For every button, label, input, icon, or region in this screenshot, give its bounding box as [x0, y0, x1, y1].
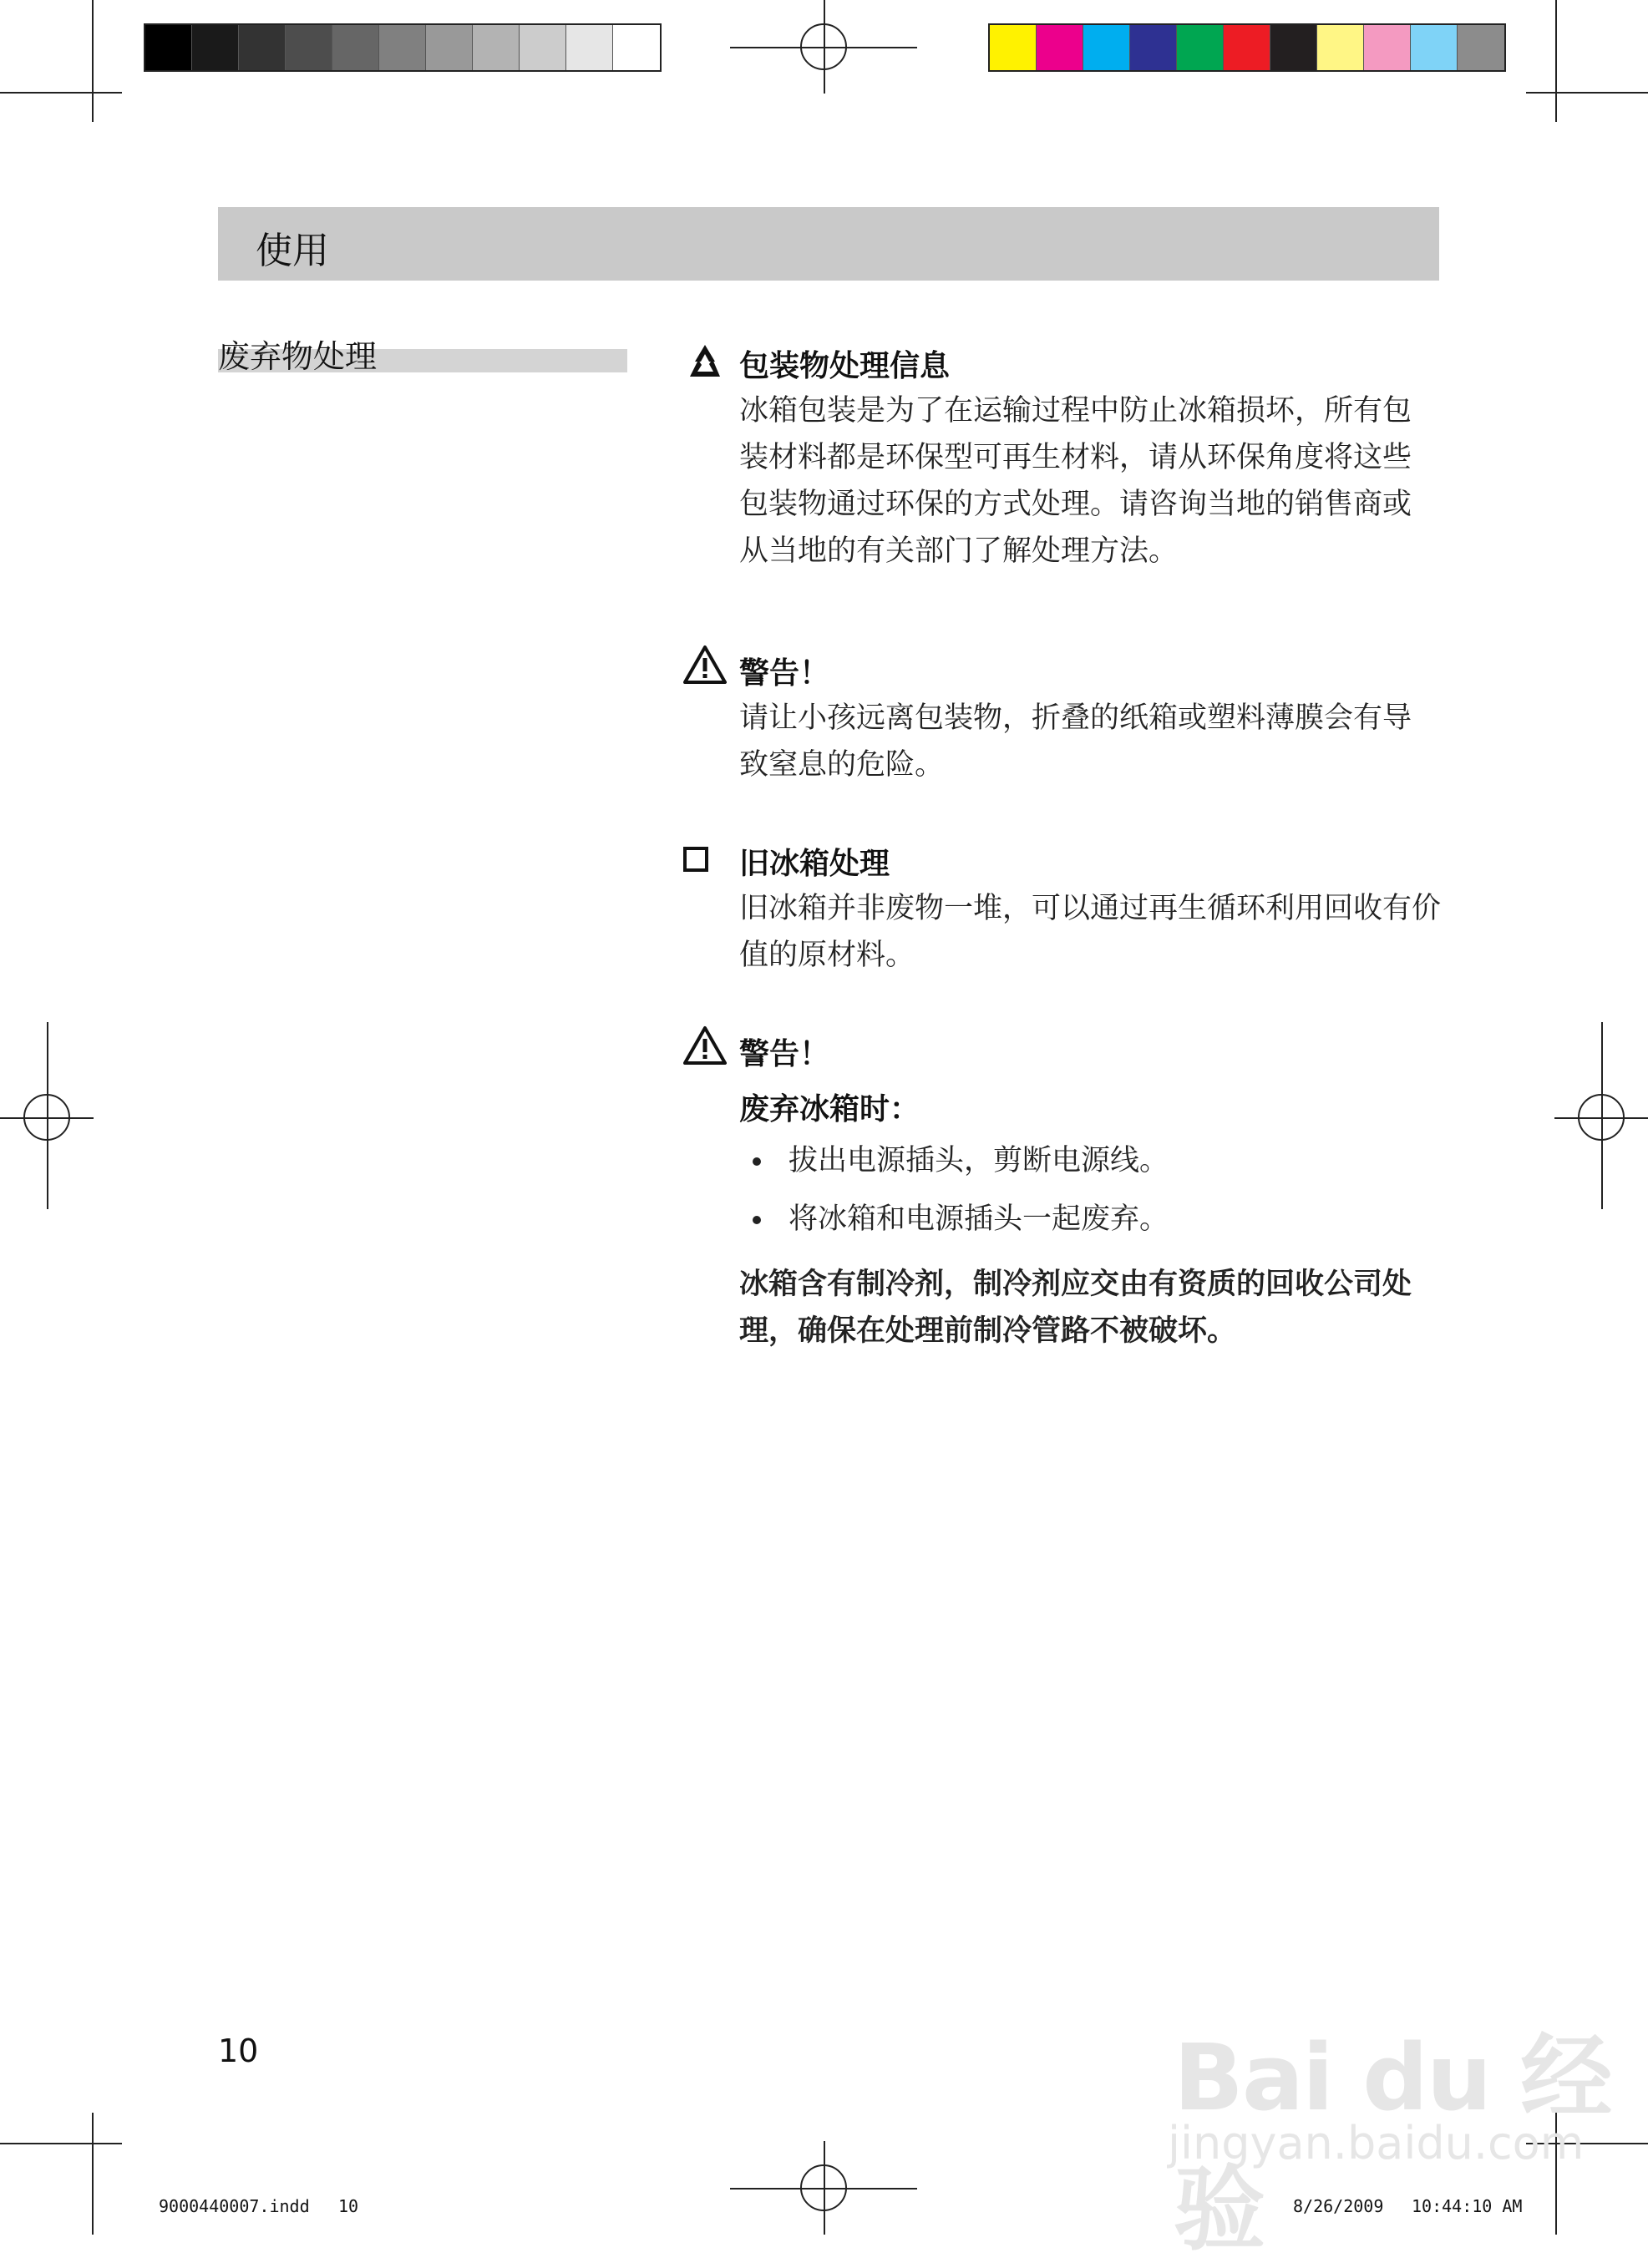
page-title: 使用 [256, 230, 329, 272]
grayscale-swatch [192, 25, 239, 70]
grayscale-swatch [473, 25, 520, 70]
text-line: 冰箱含有制冷剂，制冷剂应交由有资质的回收公司处 [739, 1268, 1412, 1301]
footer-filename: 9000440007.indd [159, 2196, 310, 2216]
bullet-item: 将冰箱和电源插头一起废弃。 [789, 1202, 1169, 1236]
process-color-swatch [990, 25, 1037, 70]
registration-line [1601, 1022, 1603, 1209]
footer-file-page: 10 [338, 2196, 359, 2216]
grayscale-swatch [239, 25, 286, 70]
grayscale-swatch [286, 25, 332, 70]
footer-date: 8/26/2009 [1293, 2196, 1384, 2216]
text-line: 冰箱包装是为了在运输过程中防止冰箱损坏，所有包 [739, 394, 1412, 428]
refrigerant-paragraph [739, 1261, 1441, 1354]
header-band [218, 207, 1439, 281]
packaging-paragraph [739, 387, 1441, 575]
grayscale-swatch [332, 25, 379, 70]
crop-mark [1555, 0, 1557, 122]
process-color-swatch [1458, 25, 1504, 70]
grayscale-swatch [145, 25, 192, 70]
warning-paragraph [739, 695, 1441, 788]
process-color-swatch [1224, 25, 1270, 70]
grayscale-swatch [613, 25, 660, 70]
process-color-swatch [1364, 25, 1411, 70]
registration-line [824, 0, 825, 94]
crop-mark [92, 2113, 94, 2235]
page-number: 10 [218, 2033, 259, 2069]
old-fridge-heading: 旧冰箱处理 [739, 847, 890, 881]
registration-line [824, 2141, 825, 2235]
section-title: 废弃物处理 [218, 338, 378, 375]
bullet-item: 拔出电源插头，剪断电源线。 [789, 1144, 1169, 1177]
grayscale-swatch [566, 25, 613, 70]
watermark-brand: Bai du 经验 [1174, 2024, 1611, 2263]
text-line: 旧冰箱并非废物一堆，可以通过再生循环利用回收有价 [739, 892, 1442, 925]
process-color-swatch [1083, 25, 1130, 70]
grayscale-color-bar [144, 23, 662, 72]
process-color-swatch [1037, 25, 1083, 70]
process-color-swatch [1411, 25, 1458, 70]
recycle-icon [683, 342, 727, 385]
grayscale-swatch [520, 25, 566, 70]
registration-line [47, 1022, 48, 1209]
text-line: 值的原材料。 [739, 939, 915, 972]
footer-time: 10:44:10 AM [1412, 2196, 1523, 2216]
process-color-swatch [1270, 25, 1317, 70]
warning-heading: 警告！ [739, 1037, 830, 1071]
bullet-icon [753, 1216, 761, 1224]
text-line: 请让小孩远离包装物，折叠的纸箱或塑料薄膜会有导 [739, 701, 1412, 735]
checkbox-square-icon [683, 847, 708, 872]
grayscale-swatch [426, 25, 473, 70]
disposal-subheading: 废弃冰箱时： [739, 1092, 920, 1126]
text-line: 理，确保在处理前制冷管路不被破坏。 [739, 1314, 1237, 1348]
process-color-swatch [1317, 25, 1364, 70]
text-line: 致窒息的危险。 [739, 748, 945, 782]
text-line: 装材料都是环保型可再生材料，请从环保角度将这些 [739, 441, 1412, 474]
crop-mark [0, 92, 122, 94]
process-color-swatch [1130, 25, 1177, 70]
packaging-heading: 包装物处理信息 [739, 349, 951, 383]
text-line: 从当地的有关部门了解处理方法。 [739, 534, 1179, 568]
bullet-icon [753, 1157, 761, 1166]
watermark-url: jingyan.baidu.com [1168, 2117, 1585, 2169]
crop-mark [1526, 92, 1648, 94]
crop-mark [0, 2143, 122, 2144]
warning-icon [683, 1025, 727, 1066]
grayscale-swatch [379, 25, 426, 70]
process-color-bar [988, 23, 1506, 72]
text-line: 包装物通过环保的方式处理。请咨询当地的销售商或 [739, 488, 1412, 521]
old-fridge-paragraph [739, 885, 1441, 979]
warning-icon [683, 645, 727, 685]
process-color-swatch [1177, 25, 1224, 70]
crop-mark [92, 0, 94, 122]
warning-heading: 警告！ [739, 656, 830, 691]
